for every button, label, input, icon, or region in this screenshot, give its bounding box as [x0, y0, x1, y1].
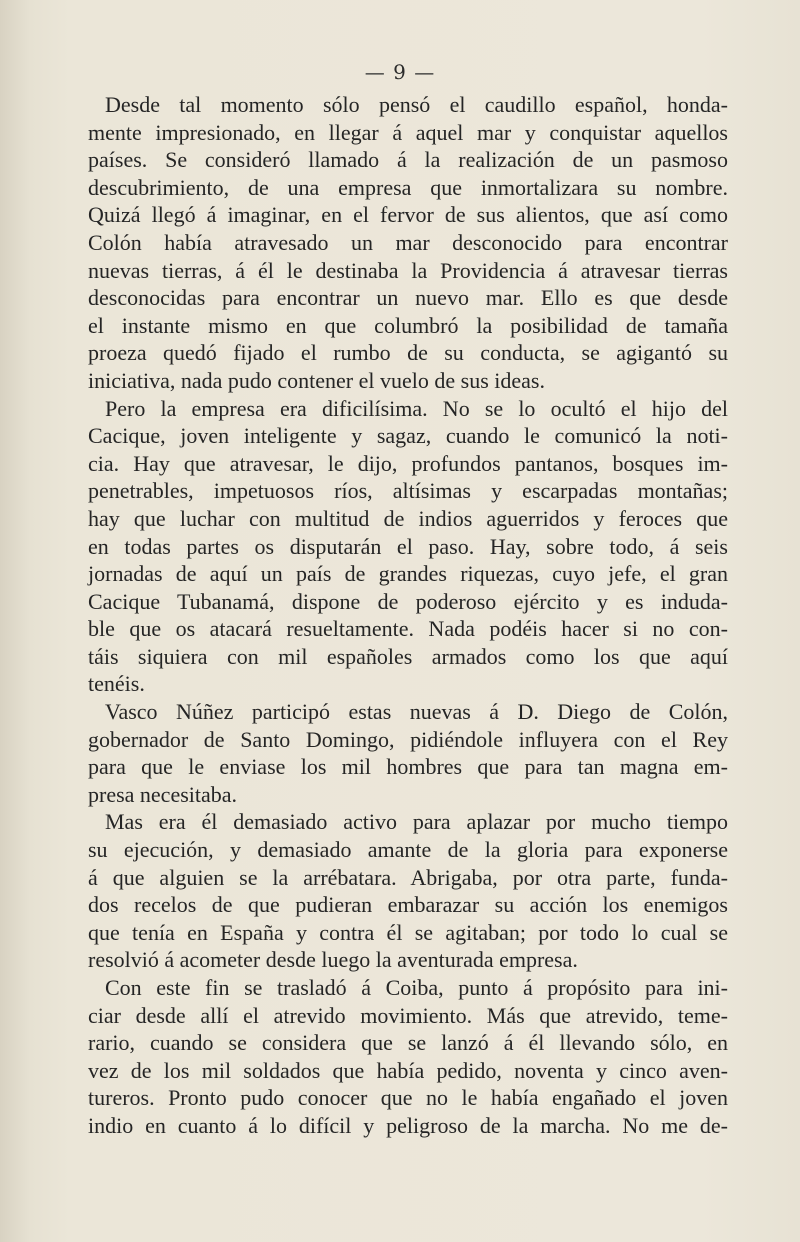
- text-line: países. Se consideró llamado á la realización de un pasmoso: [88, 147, 728, 173]
- text-line: á que alguien se la arrébatara. Abrigaba, por otra parte, funda-: [88, 864, 728, 890]
- text-line: cia. Hay que atravesar, le dijo, profundos pantanos, bosques im-: [88, 450, 728, 476]
- text-line: iniciativa, nada pudo contener el vuelo de sus ideas.: [88, 367, 545, 393]
- text-line: vez de los mil soldados que había pedido, noventa y cinco aven-: [88, 1057, 728, 1083]
- text-line: tureros. Pronto pudo conocer que no le había engañado el joven: [88, 1085, 728, 1111]
- text-line: su ejecución, y demasiado amante de la gloria para exponerse: [88, 837, 728, 863]
- text-line: el instante mismo en que columbró la posibilidad de tamaña: [88, 312, 728, 338]
- text-line: Con este fin se trasladó á Coiba, punto á propósito para ini-: [105, 975, 728, 1000]
- text-line: para que le enviase los mil hombres que para tan magna em-: [88, 754, 728, 780]
- text-line: Desde tal momento sólo pensó el caudillo español, honda-: [105, 92, 728, 117]
- text-line: Pero la empresa era dificilísima. No se lo ocultó el hijo del: [105, 395, 728, 421]
- text-line: Vasco Núñez participó estas nuevas á D. Diego de Colón,: [105, 699, 728, 725]
- text-line: proeza quedó fijado el rumbo de su conducta, se agigantó su: [88, 340, 728, 366]
- text-line: Cacique Tubanamá, dispone de poderoso ejército y es induda-: [88, 588, 728, 614]
- text-line: Mas era él demasiado activo para aplazar por mucho tiempo: [105, 809, 728, 835]
- text-line: hay que luchar con multitud de indios aguerridos y feroces que: [88, 505, 728, 531]
- text-line: en todas partes os disputarán el paso. Hay, sobre todo, á seis: [88, 533, 728, 559]
- text-line: ble que os atacará resueltamente. Nada podéis hacer si no con-: [88, 616, 728, 642]
- text-line: Colón había atravesado un mar desconocido para encontrar: [88, 229, 728, 255]
- text-line: rario, cuando se considera que se lanzó á él llevando sólo, en: [88, 1030, 728, 1056]
- body-text: [88, 91, 728, 1140]
- text-line: táis siquiera con mil españoles armados como los que aquí: [88, 643, 728, 669]
- text-line: desconocidas para encontrar un nuevo mar. Ello es que desde: [88, 285, 728, 311]
- text-line: gobernador de Santo Domingo, pidiéndole influyera con el Rey: [88, 726, 728, 752]
- text-line: penetrables, impetuosos ríos, altísimas y escarpadas montañas;: [88, 478, 728, 504]
- text-line: nuevas tierras, á él le destinaba la Providencia á atravesar tierras: [88, 257, 728, 283]
- text-line: indio en cuanto á lo difícil y peligroso de la marcha. No me de-: [88, 1112, 728, 1138]
- text-line: Cacique, joven inteligente y sagaz, cuando le comunicó la noti-: [88, 423, 728, 449]
- text-line: ciar desde allí el atrevido movimiento. Más que atrevido, teme-: [88, 1002, 728, 1028]
- text-line: jornadas de aquí un país de grandes riquezas, cuyo jefe, el gran: [88, 561, 728, 587]
- text-line: descubrimiento, de una empresa que inmortalizara su nombre.: [88, 174, 728, 200]
- text-line: presa necesitaba.: [88, 781, 238, 807]
- text-line: resolvió á acometer desde luego la aventurada empresa.: [88, 947, 578, 973]
- page-number: — 9 —: [364, 60, 436, 84]
- text-line: Quizá llegó á imaginar, en el fervor de sus alientos, que así como: [88, 202, 728, 228]
- text-line: que tenía en España y contra él se agitaban; por todo lo cual se: [88, 919, 728, 945]
- text-line: dos recelos de que pudieran embarazar su acción los enemigos: [88, 892, 728, 918]
- text-line: tenéis.: [88, 671, 145, 697]
- text-line: mente impresionado, en llegar á aquel mar y conquistar aquellos: [88, 119, 728, 145]
